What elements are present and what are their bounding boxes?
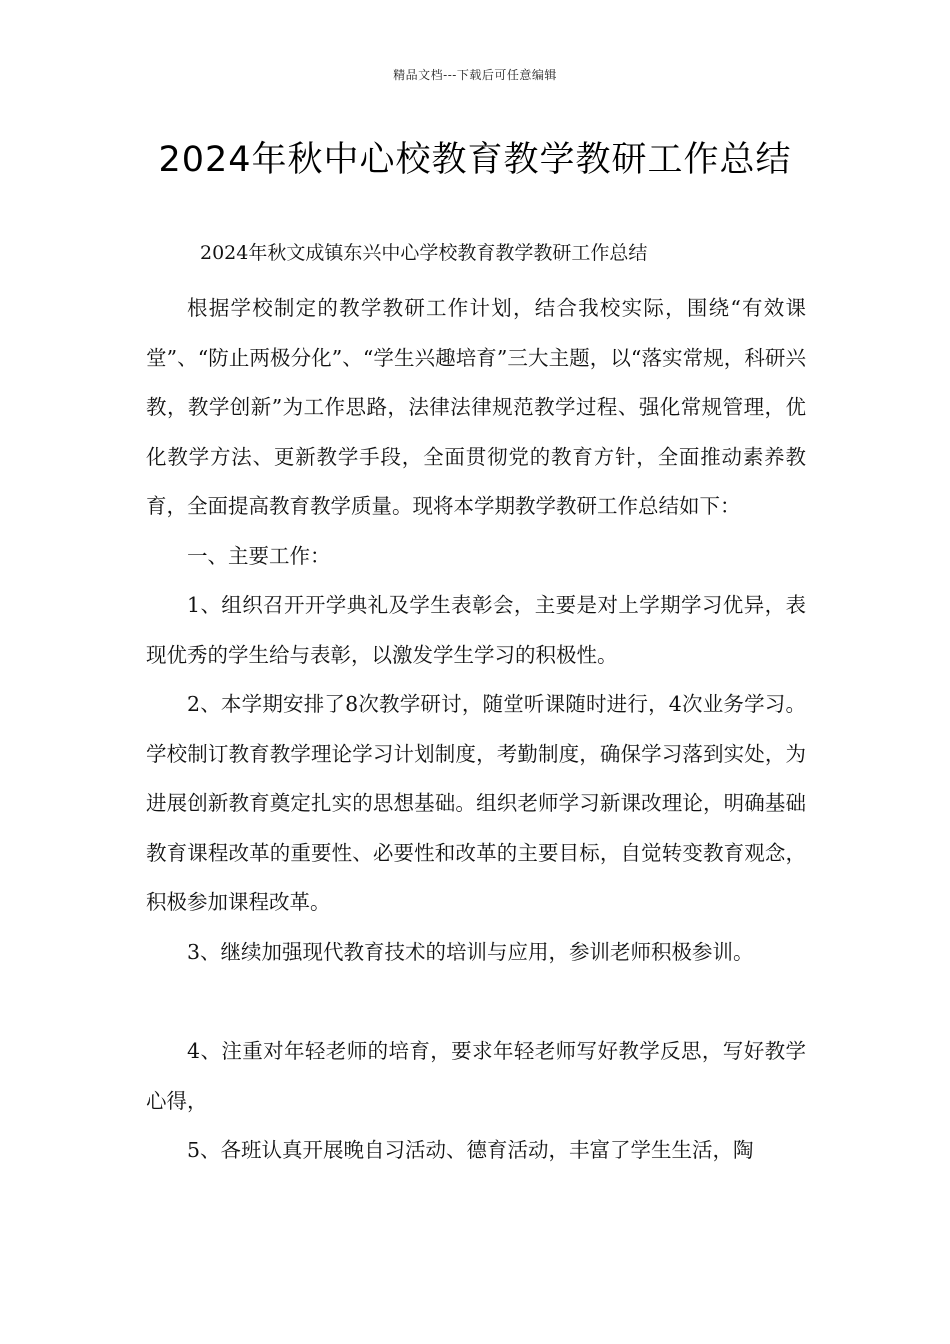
paragraph-item-2: 2、本学期安排了8次教学研讨，随堂听课随时进行，4次业务学习。学校制订教育教学理论学习计划制度，考勤制度，确保学习落到实处，为进展创新教育奠定扎实的思想基础。组织老师学习新课改理论，明确基础教育课程改革的重要性、必要性和改革的主要目标，自觉转变教育观念，积极参加课程改革。 <box>146 692 806 914</box>
document-subtitle: 2024年秋文成镇东兴中心学校教育教学教研工作总结 <box>200 242 648 264</box>
paragraph-item-4: 4、注重对年轻老师的培育，要求年轻老师写好教学反思，写好教学心得， <box>146 1039 806 1113</box>
document-title: 2024年秋中心校教育教学教研工作总结 <box>158 140 792 180</box>
document-body <box>146 284 806 1176</box>
paragraph-item-5: 5、各班认真开展晚自习活动、德育活动，丰富了学生生活，陶 <box>187 1138 754 1162</box>
section-heading-main-work: 一、主要工作： <box>187 543 331 568</box>
paragraph-item-1: 1、组织召开开学典礼及学生表彰会，主要是对上学期学习优异，表现优秀的学生给与表彰，以激发学生学习的积极性。 <box>146 593 806 667</box>
paragraph-intro: 根据学校制定的教学教研工作计划，结合我校实际，围绕“有效课堂”、“防止两极分化”、“学生兴趣培育”三大主题，以“落实常规，科研兴教，教学创新”为工作思路，法律法律规范教学过程、强化常规管理，优化教学方法、更新教学手段，全面贯彻党的教育方针，全面推动素养教育，全面提高教育教学质量。现将本学期教学教研工作总结如下： <box>146 296 806 518</box>
paragraph-item-3: 3、继续加强现代教育技术的培训与应用，参训老师积极参训。 <box>187 939 754 964</box>
page-header: 精品文档---下载后可任意编辑 <box>393 68 557 82</box>
